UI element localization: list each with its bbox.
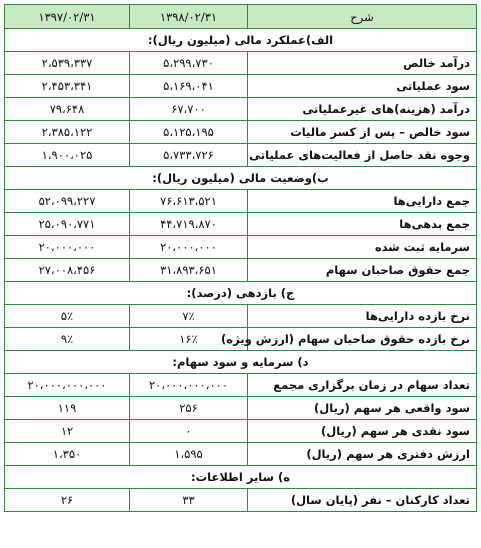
section-title: ب)وضعیت مالی (میلیون ریال): [5, 167, 477, 190]
value-1398: ۴۴،۷۱۹،۸۷۰ [130, 213, 248, 236]
table-row [5, 190, 477, 213]
value-1397: ۱،۹۰۰،۰۲۵ [5, 144, 130, 167]
section-title: د) سرمایه و سود سهام: [5, 351, 477, 374]
row-label: وجوه نقد حاصل از فعالیت‌های عملیاتی [248, 144, 477, 167]
table-row [5, 489, 477, 512]
section-title: ه) سایر اطلاعات: [5, 466, 477, 489]
value-1397: ۲۷،۰۰۸،۴۵۶ [5, 259, 130, 282]
value-1398: ۱،۵۹۵ [130, 443, 248, 466]
row-label: جمع دارایی‌ها [248, 190, 477, 213]
value-1398: ۰ [130, 420, 248, 443]
table-row [5, 121, 477, 144]
table-row [5, 443, 477, 466]
table-header-row [5, 5, 477, 29]
value-1397: ۲۶ [5, 489, 130, 512]
value-1397: ۲۵،۰۹۰،۷۷۱ [5, 213, 130, 236]
value-1397: ۷۹،۶۴۸ [5, 98, 130, 121]
table-row [5, 213, 477, 236]
row-label: سود واقعی هر سهم (ریال) [248, 397, 477, 420]
section-header-row [5, 29, 477, 52]
section-header-row [5, 351, 477, 374]
table-row [5, 374, 477, 397]
row-label: نرخ بازده حقوق صاحبان سهام (ارزش ویژه) [248, 328, 477, 351]
header-1398: ۱۳۹۸/۰۲/۳۱ [130, 5, 248, 29]
value-1397: ۵۲،۰۹۹،۲۲۷ [5, 190, 130, 213]
value-1397: ۲،۳۸۵،۱۲۲ [5, 121, 130, 144]
value-1398: ۲۰،۰۰۰،۰۰۰،۰۰۰ [130, 374, 248, 397]
value-1397: ۱۲ [5, 420, 130, 443]
row-label: جمع حقوق صاحبان سهام [248, 259, 477, 282]
row-label: ارزش دفتری هر سهم (ریال) [248, 443, 477, 466]
section-title: ج) بازدهی (درصد): [5, 282, 477, 305]
table-row [5, 52, 477, 75]
row-label: سرمایه ثبت شده [248, 236, 477, 259]
value-1397: ۵٪ [5, 305, 130, 328]
value-1398: ۲۵۶ [130, 397, 248, 420]
value-1397: ۹٪ [5, 328, 130, 351]
value-1398: ۱۶٪ [130, 328, 248, 351]
table-row [5, 259, 477, 282]
value-1397: ۲۰،۰۰۰،۰۰۰،۰۰۰ [5, 374, 130, 397]
row-label: سود عملیاتی [248, 75, 477, 98]
value-1398: ۲۰،۰۰۰،۰۰۰ [130, 236, 248, 259]
value-1398: ۵،۷۳۳،۷۲۶ [130, 144, 248, 167]
header-1397: ۱۳۹۷/۰۲/۳۱ [5, 5, 130, 29]
section-header-row [5, 167, 477, 190]
section-header-row [5, 282, 477, 305]
table-row [5, 305, 477, 328]
section-header-row [5, 466, 477, 489]
row-label: تعداد سهام در زمان برگزاری مجمع [248, 374, 477, 397]
value-1397: ۲،۵۳۹،۳۳۷ [5, 52, 130, 75]
table-row [5, 75, 477, 98]
table-row [5, 328, 477, 351]
value-1398: ۷۶،۶۱۳،۵۲۱ [130, 190, 248, 213]
value-1398: ۵،۲۹۹،۷۳۰ [130, 52, 248, 75]
value-1398: ۵،۱۲۵،۱۹۵ [130, 121, 248, 144]
table-row [5, 236, 477, 259]
header-description: شرح [248, 5, 477, 29]
row-label: درآمد خالص [248, 52, 477, 75]
financial-table [4, 4, 477, 512]
value-1398: ۳۱،۸۹۳،۶۵۱ [130, 259, 248, 282]
value-1398: ۳۳ [130, 489, 248, 512]
value-1398: ۶۷،۷۰۰ [130, 98, 248, 121]
financial-summary [4, 4, 476, 512]
value-1397: ۱۱۹ [5, 397, 130, 420]
table-row [5, 420, 477, 443]
row-label: سود خالص – پس از کسر مالیات [248, 121, 477, 144]
table-row [5, 144, 477, 167]
value-1398: ۷٪ [130, 305, 248, 328]
row-label: درآمد (هزینه)های غیرعملیاتی [248, 98, 477, 121]
row-label: نرخ بازده دارایی‌ها [248, 305, 477, 328]
value-1397: ۲،۴۵۳،۳۴۱ [5, 75, 130, 98]
row-label: جمع بدهی‌ها [248, 213, 477, 236]
value-1397: ۲۰،۰۰۰،۰۰۰ [5, 236, 130, 259]
row-label: سود نقدی هر سهم (ریال) [248, 420, 477, 443]
value-1398: ۵،۱۶۹،۰۴۱ [130, 75, 248, 98]
table-row [5, 98, 477, 121]
table-row [5, 397, 477, 420]
value-1397: ۱،۳۵۰ [5, 443, 130, 466]
section-title: الف)عملکرد مالی (میلیون ریال): [5, 29, 477, 52]
row-label: تعداد کارکنان – نفر (پایان سال) [248, 489, 477, 512]
